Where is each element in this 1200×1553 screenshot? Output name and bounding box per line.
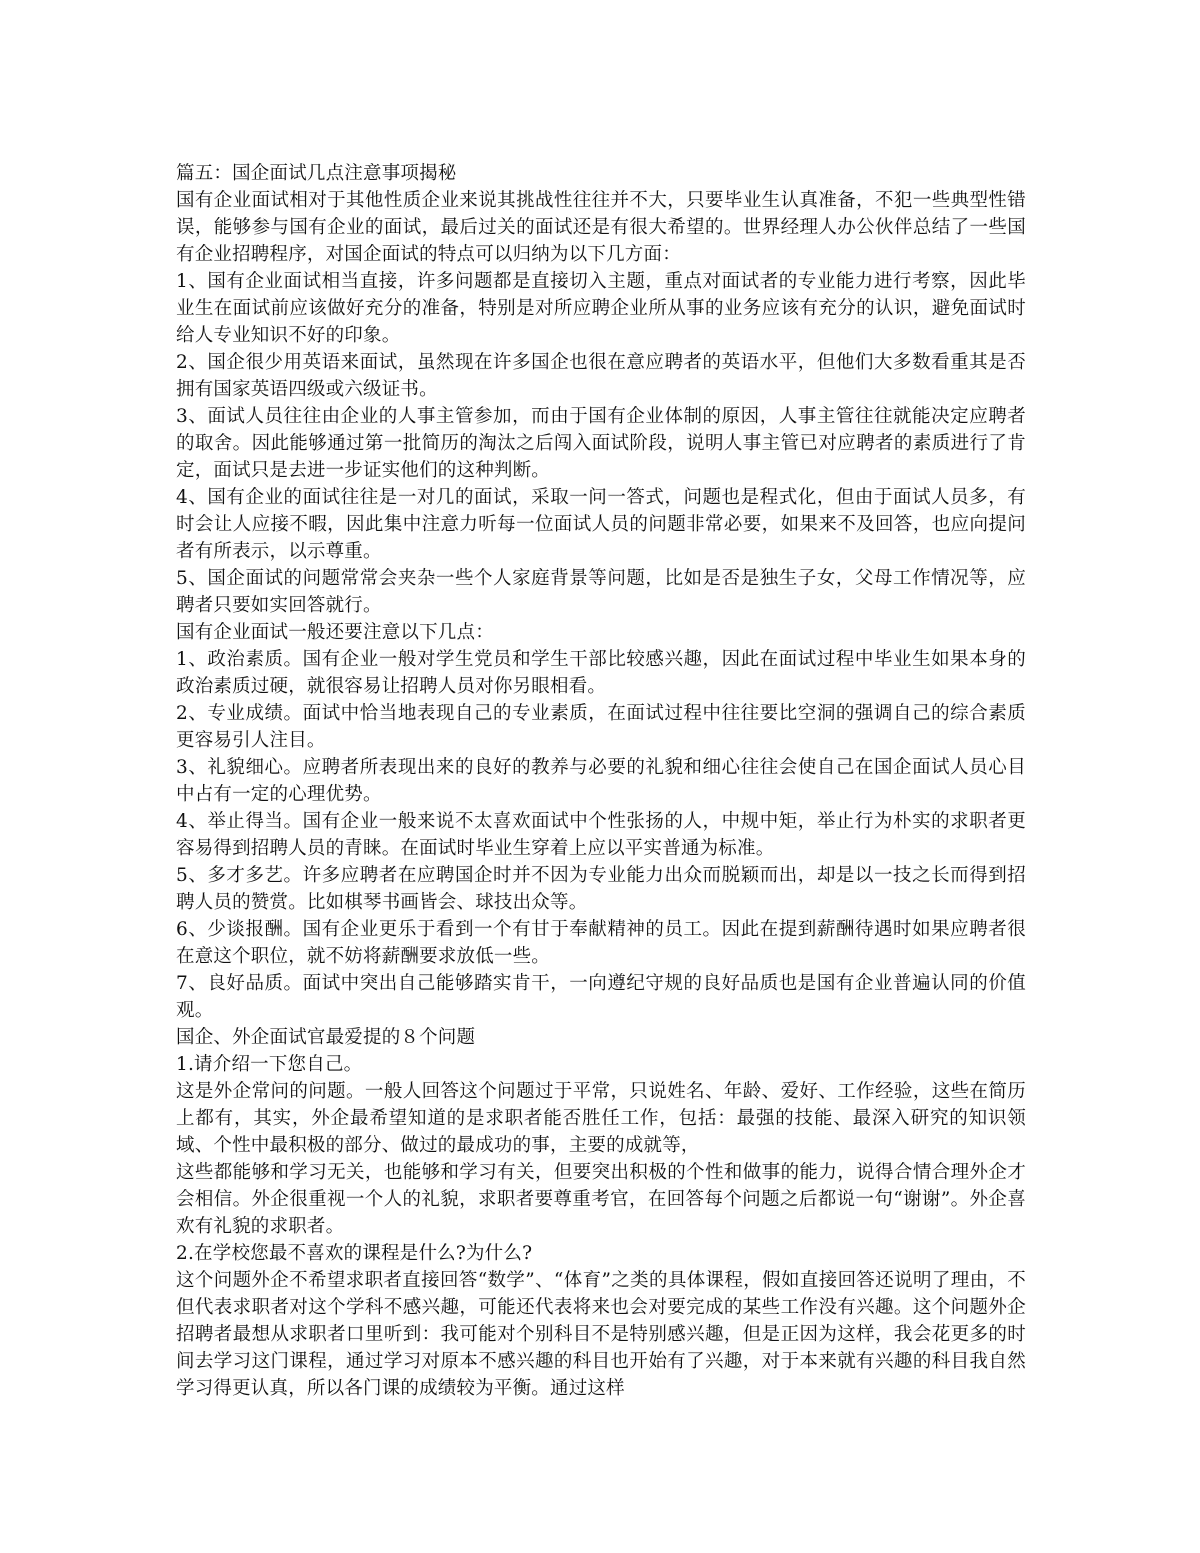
paragraph-note-2: 2、专业成绩。面试中恰当地表现自己的专业素质，在面试过程中往往要比空洞的强调自己的综合素质更容易引人注目。 bbox=[176, 703, 1026, 751]
paragraph-note-5: 5、多才多艺。许多应聘者在应聘国企时并不因为专业能力出众而脱颖而出，却是以一技之长而得到招聘人员的赞赏。比如棋琴书画皆会、球技出众等。 bbox=[176, 865, 1026, 913]
paragraph-note-1: 1、政治素质。国有企业一般对学生党员和学生干部比较感兴趣，因此在面试过程中毕业生如果本身的政治素质过硬，就很容易让招聘人员对你另眼相看。 bbox=[176, 649, 1026, 697]
paragraph-note-6: 6、少谈报酬。国有企业更乐于看到一个有甘于奉献精神的员工。因此在提到薪酬待遇时如果应聘者很在意这个职位，就不妨将薪酬要求放低一些。 bbox=[176, 919, 1026, 967]
question-1: 1.请介绍一下您自己。 bbox=[176, 1054, 363, 1075]
answer-1-part-1: 这是外企常问的问题。一般人回答这个问题过于平常，只说姓名、年龄、爱好、工作经验，这些在简历上都有，其实，外企最希望知道的是求职者能否胜任工作，包括：最强的技能、最深入研究的知识领域、个性中最积极的部分、做过的最成功的事，主要的成就等， bbox=[176, 1081, 1026, 1156]
paragraph-point-3: 3、面试人员往往由企业的人事主管参加，而由于国有企业体制的原因，人事主管往往就能决定应聘者的取舍。因此能够通过第一批简历的淘汰之后闯入面试阶段，说明人事主管已对应聘者的素质进行了肯定，面试只是去进一步证实他们的这种判断。 bbox=[176, 406, 1026, 481]
paragraph-note-4: 4、举止得当。国有企业一般来说不太喜欢面试中个性张扬的人，中规中矩，举止行为朴实的求职者更容易得到招聘人员的青睐。在面试时毕业生穿着上应以平实普通为标准。 bbox=[176, 811, 1026, 859]
paragraph-point-4: 4、国有企业的面试往往是一对几的面试，采取一问一答式，问题也是程式化，但由于面试人员多，有时会让人应接不暇，因此集中注意力听每一位面试人员的问题非常必要，如果来不及回答，也应向提问者有所表示，以示尊重。 bbox=[176, 487, 1026, 562]
answer-1-part-2: 这些都能够和学习无关，也能够和学习有关，但要突出积极的个性和做事的能力，说得合情合理外企才会相信。外企很重视一个人的礼貌，求职者要尊重考官，在回答每个问题之后都说一句“谢谢”。外企喜欢有礼貌的求职者。 bbox=[176, 1162, 1026, 1237]
section-heading-notes: 国有企业面试一般还要注意以下几点： bbox=[176, 622, 494, 643]
paragraph-note-7: 7、良好品质。面试中突出自己能够踏实肯干，一向遵纪守规的良好品质也是国有企业普遍认同的价值观。 bbox=[176, 973, 1026, 1021]
paragraph-note-3: 3、礼貌细心。应聘者所表现出来的良好的教养与必要的礼貌和细心往往会使自己在国企面试人员心目中占有一定的心理优势。 bbox=[176, 757, 1026, 805]
paragraph-point-2: 2、国企很少用英语来面试，虽然现在许多国企也很在意应聘者的英语水平，但他们大多数看重其是否拥有国家英语四级或六级证书。 bbox=[176, 352, 1026, 400]
paragraph-point-5: 5、国企面试的问题常常会夹杂一些个人家庭背景等问题，比如是否是独生子女，父母工作情况等，应聘者只要如实回答就行。 bbox=[176, 568, 1026, 616]
answer-2: 这个问题外企不希望求职者直接回答“数学”、“体育”之类的具体课程，假如直接回答还说明了理由，不但代表求职者对这个学科不感兴趣，可能还代表将来也会对要完成的某些工作没有兴趣。这个问题外企招聘者最想从求职者口里听到：我可能对个别科目不是特别感兴趣，但是正因为这样，我会花更多的时间去学习这门课程，通过学习对原本不感兴趣的科目也开始有了兴趣，对于本来就有兴趣的科目我自然学习得更认真，所以各门课的成绩较为平衡。通过这样 bbox=[176, 1270, 1026, 1399]
paragraph-point-1: 1、国有企业面试相当直接，许多问题都是直接切入主题，重点对面试者的专业能力进行考察，因此毕业生在面试前应该做好充分的准备，特别是对所应聘企业所从事的业务应该有充分的认识，避免面试时给人专业知识不好的印象。 bbox=[176, 271, 1026, 346]
question-2: 2.在学校您最不喜欢的课程是什么?为什么? bbox=[176, 1243, 533, 1264]
section-heading-questions: 国企、外企面试官最爱提的８个问题 bbox=[176, 1027, 476, 1048]
document-body bbox=[176, 160, 1026, 1402]
article-title: 篇五：国企面试几点注意事项揭秘 bbox=[176, 163, 457, 184]
paragraph-intro: 国有企业面试相对于其他性质企业来说其挑战性往往并不大，只要毕业生认真准备，不犯一些典型性错误，能够参与国有企业的面试，最后过关的面试还是有很大希望的。世界经理人办公伙伴总结了一些国有企业招聘程序，对国企面试的特点可以归纳为以下几方面： bbox=[176, 190, 1026, 265]
